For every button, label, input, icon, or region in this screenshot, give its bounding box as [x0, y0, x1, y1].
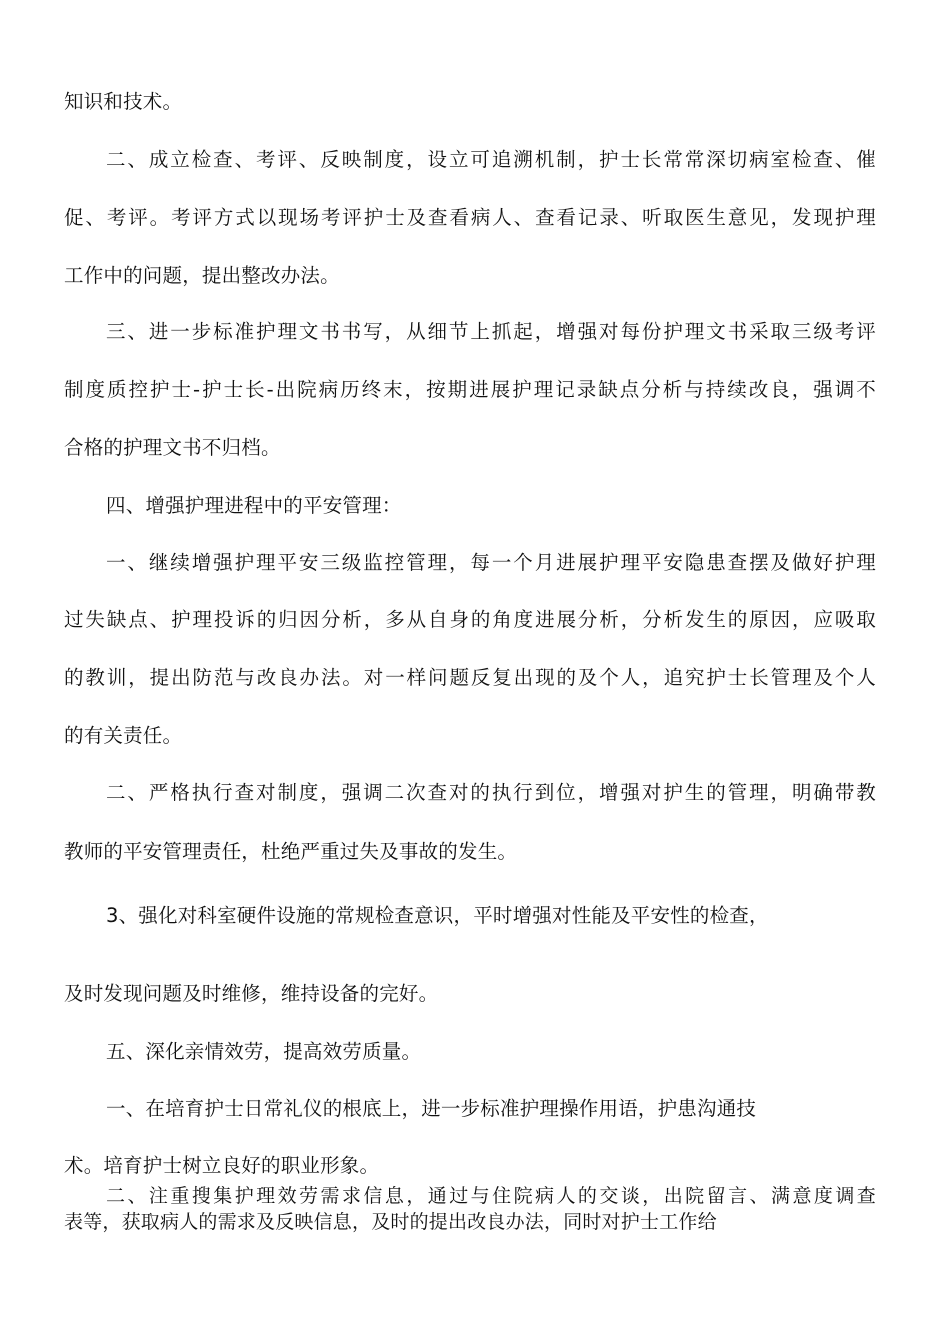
text-line: 二、成立检查、考评、反映制度，设立可追溯机制，护士长常常深切病室检查、催	[106, 148, 876, 171]
text-line: 及时发现问题及时维修，维持设备的完好。	[64, 982, 439, 1005]
text-line: 表等，获取病人的需求及反映信息，及时的提出改良办法，同时对护士工作给	[64, 1211, 717, 1233]
text-line: 一、在培育护士日常礼仪的根底上，进一步标准护理操作用语，护患沟通技	[106, 1097, 757, 1120]
text-line: 二、严格执行查对制度，强调二次查对的执行到位，增强对护生的管理，明确带教	[106, 781, 876, 804]
text-line: 教师的平安管理责任，杜绝严重过失及事故的发生。	[64, 840, 518, 863]
text-line: 四、增强护理进程中的平安管理：	[106, 494, 402, 517]
text-line: 合格的护理文书不归档。	[64, 436, 281, 459]
text-line: 五、深化亲情效劳，提高效劳质量。	[106, 1040, 422, 1063]
text-line: 知识和技术。	[64, 90, 183, 113]
text-line: 的教训，提出防范与改良办法。对一样问题反复出现的及个人，追究护士长管理及个人	[64, 666, 876, 689]
text-line: 工作中的问题，提出整改办法。	[64, 264, 340, 287]
text-line: 二、注重搜集护理效劳需求信息，通过与住院病人的交谈，出院留言、满意度调查	[106, 1185, 876, 1207]
text-line: 促、考评。考评方式以现场考评护士及查看病人、查看记录、听取医生意见，发现护理	[64, 206, 876, 229]
text-line: 3、强化对科室硬件设施的常规检查意识，平时增强对性能及平安性的检查，	[106, 904, 769, 927]
text-line: 的有关责任。	[64, 724, 183, 747]
text-line: 过失缺点、护理投诉的归因分析，多从自身的角度进展分析，分析发生的原因，应吸取	[64, 608, 876, 631]
text-line: 三、进一步标准护理文书书写，从细节上抓起，增强对每份护理文书采取三级考评	[106, 320, 876, 343]
text-line: 术。培育护士树立良好的职业形象。	[64, 1154, 380, 1177]
text-line: 制度质控护士-护士长-出院病历终末，按期进展护理记录缺点分析与持续改良，强调不	[64, 378, 876, 401]
text-line: 一、继续增强护理平安三级监控管理，每一个月进展护理平安隐患查摆及做好护理	[106, 551, 876, 574]
